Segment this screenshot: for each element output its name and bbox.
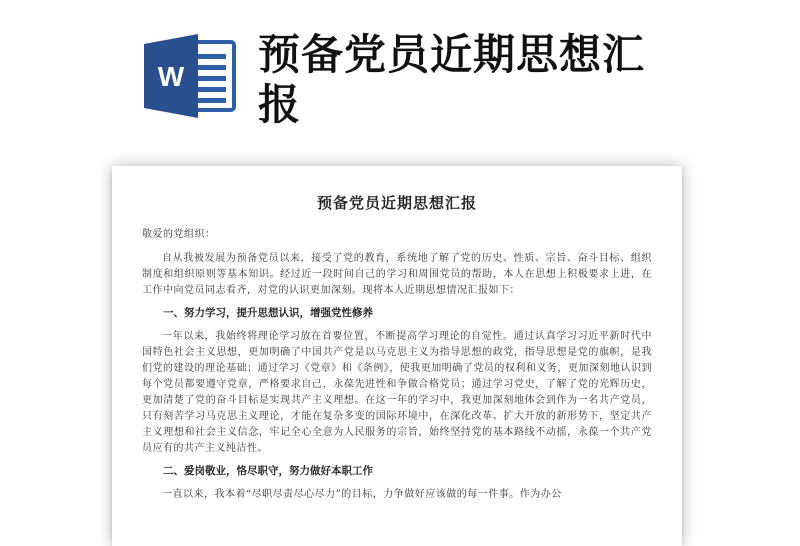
document-paragraph-intro: 自从我被发展为预备党员以来，接受了党的教育，系统地了解了党的历史、性质、宗旨、奋斗目标、组织制度和组织原则等基本知识。经过近一段时间自己的学习和周围党员的帮助，本人在思想上积极要求上进，在工作中向党员同志看齐，对党的认识更加深刻。现将本人近期思想情况汇报如下： (142, 253, 652, 296)
section-heading-1: 一、努力学习，提升思想认识，增强党性修养 (163, 307, 373, 319)
word-icon (140, 28, 236, 124)
word-icon-letter: W (157, 61, 185, 92)
page-title: 预备党员近期思想汇报 (258, 30, 646, 129)
document-paragraph-study: 一年以来，我始终将理论学习放在首要位置，不断提高学习理论的自觉性。通过认真学习习近平新时代中国特色社会主义思想，更加明确了中国共产党是以马克思主义为指导思想的政党，指导思想是党的旗帜，是我们党的建设的理论基础；通过学习《党章》和《条例》，使我更加明确了党员的权利和义务，更加深刻地认识到每个党员都要遵守党章，严格要求自己，永葆先进性和争做合格党员；通过学习党史，了解了党的光辉历史，更加清楚了党的奋斗目标是实现共产主义理想。在这一年的学习中，我更加深刻地体会到作为一名共产党员，只有刻苦学习马克思主义理论，才能在复杂多变的国际环境中，在深化改革、扩大开放的新形势下，坚定共产主义理想和社会主义信念，牢记全心全意为人民服务的宗旨，始终坚持党的基本路线不动摇，永葆一个共产党员应有的共产主义纯洁性。 (142, 331, 652, 454)
section-heading-2: 二、爱岗敬业，恪尽职守，努力做好本职工作 (163, 465, 373, 477)
document-title: 预备党员近期思想汇报 (316, 194, 477, 212)
document-paragraph-work: 一直以来，我本着“尽职尽责尽心尽力”的目标，力争做好应该做的每一件事。作为办公 (162, 489, 562, 500)
document-greeting: 敬爱的党组织： (142, 229, 216, 240)
document-page (112, 166, 682, 546)
